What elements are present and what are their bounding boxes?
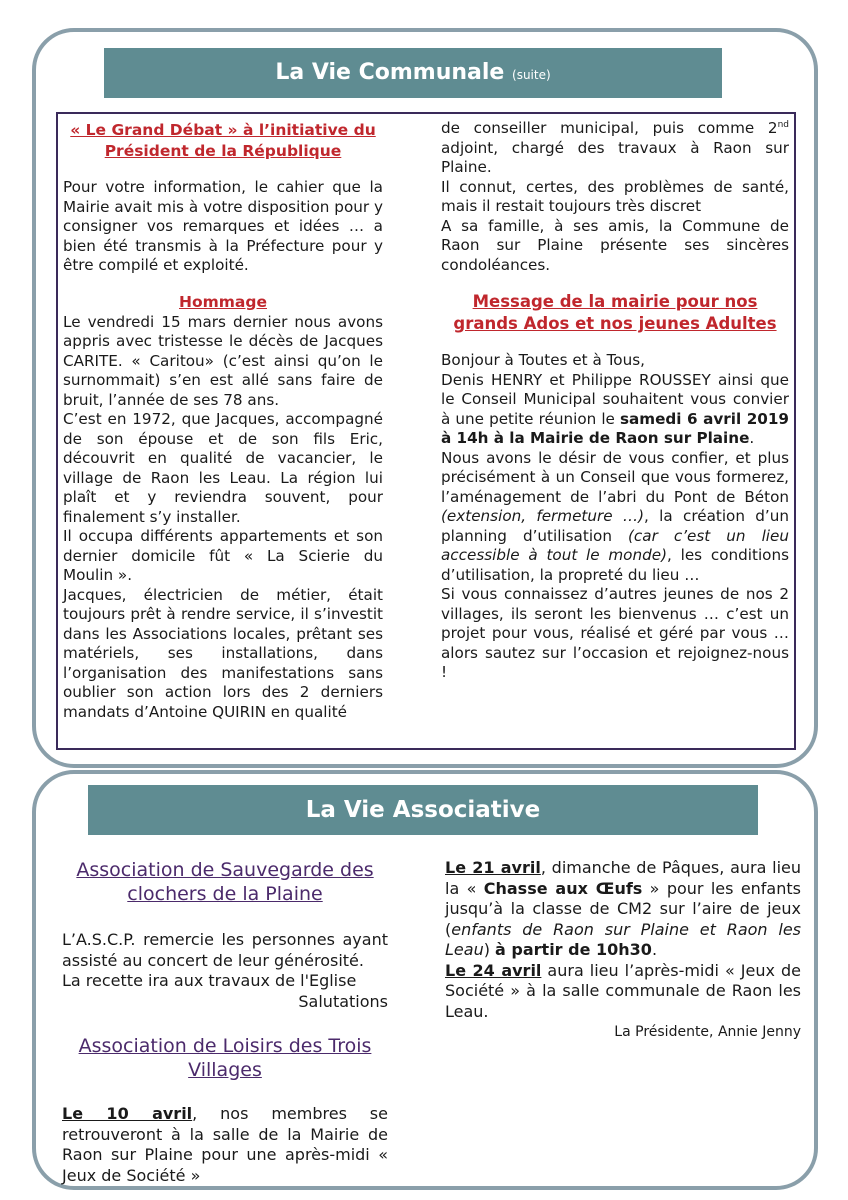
hommage-p4: Jacques, électricien de métier, était toujours prêt à rendre service, il s’investit dans les Associations locales, prêtant ses matériels, ses installations, dans l’organisation des manifestations sans oublier son action lors des 2 derniers mandats d’Antoine QUIRIN en qualité [63,585,383,721]
message-p1: Denis HENRY et Philippe ROUSSEY ainsi que le Conseil Municipal souhaitent vous convier à une petite réunion le samedi 6 avril 2019 à 14h à la Mairie de Raon sur Plaine. [441,370,789,448]
hommage-p3: Il occupa différents appartements et son dernier domicile fût « La Scierie du Moulin ». [63,527,383,584]
associative-column-left [62,858,388,1186]
communale-title-suffix: (suite) [512,68,551,82]
communale-title: La Vie Communale [275,60,505,85]
message-p3: Si vous connaissez d’autres jeunes de nos 2 villages, ils seront les bienvenus … c’est un projet pour vous, réalisé et géré par vous … alors sautez sur l’occasion et rejoignez-nous ! [441,585,789,682]
communale-banner [104,48,722,98]
hommage-p6: Il connut, certes, des problèmes de santé, mais il restait toujours très discret [441,177,789,216]
associative-title: La Vie Associative [305,797,541,823]
loisirs-item-3: Le 24 avril aura lieu l’après-midi « Jeux de Société » à la salle communale de Raon les Leau. [445,960,801,1021]
debat-text: Pour votre information, le cahier que la Mairie avait mis à votre disposition pour y consigner vos remarques et idées … a bien été transmis à la Préfecture pour y être compilé et exploité. [63,178,383,274]
ascp-p1: L’A.S.C.P. remercie les personnes ayant assisté au concert de leur générosité. [62,930,388,970]
hommage-p1: Le vendredi 15 mars dernier nous avons appris avec tristesse le décès de Jacques CARITE. « Caritou» (c’est ainsi qu’on le surnommait) s’en est allé sans faire de bruit, l’année de ses 78 ans. [63,312,383,409]
hommage-p2: C’est en 1972, que Jacques, accompagné de son épouse et de son fils Eric, découvrit en qualité de vacancier, le village de Raon les Leau. La région lui plaît et y reviendra souvent, pour finalement s’y installer. [63,410,383,526]
loisirs-item-2: Le 21 avril, dimanche de Pâques, aura lieu la « Chasse aux Œufs » pour les enfants jusqu’à la classe de CM2 sur l’aire de jeux (enfants de Raon sur Plaine et Raon les Leau) à partir de 10h30. [445,858,801,959]
communale-column-right [441,116,789,683]
ascp-heading: Association de Sauvegarde des clochers de la Plaine [76,859,374,905]
hommage-p7: A sa famille, à ses amis, la Commune de Raon sur Plaine présente ses sincères condoléances. [441,216,789,274]
communale-column-left [63,120,383,722]
debat-heading: « Le Grand Débat » à l’initiative du Président de la République [70,121,376,160]
loisirs-heading: Association de Loisirs des Trois Villages [78,1035,372,1081]
message-heading: Message de la mairie pour nos grands Ados et nos jeunes Adultes [453,292,777,334]
associative-banner [88,785,758,835]
associative-column-right [445,858,801,1043]
message-greeting: Bonjour à Toutes et à Tous, [441,351,645,370]
ascp-p2: La recette ira aux travaux de l'Eglise [62,971,357,990]
ascp-sign: Salutations [298,991,388,1011]
hommage-p5: de conseiller municipal, puis comme 2nd adjoint, chargé des travaux à Raon sur Plaine. [441,119,789,177]
loisirs-sign: La Présidente, Annie Jenny [614,1024,801,1040]
loisirs-item-1: Le 10 avril, nos membres se retrouveront à la salle de la Mairie de Raon sur Plaine pour une après-midi « Jeux de Société » [62,1104,388,1185]
hommage-heading: Hommage [179,292,267,311]
message-p2: Nous avons le désir de vous confier, et plus précisément à un Conseil que vous formerez, l’aménagement de l’abri du Pont de Béton (extension, fermeture …), la création d’un planning d’utilisation (car c’est un lieu accessible à tout le monde), les conditions d’utilisation, la propreté du lieu … [441,448,789,584]
